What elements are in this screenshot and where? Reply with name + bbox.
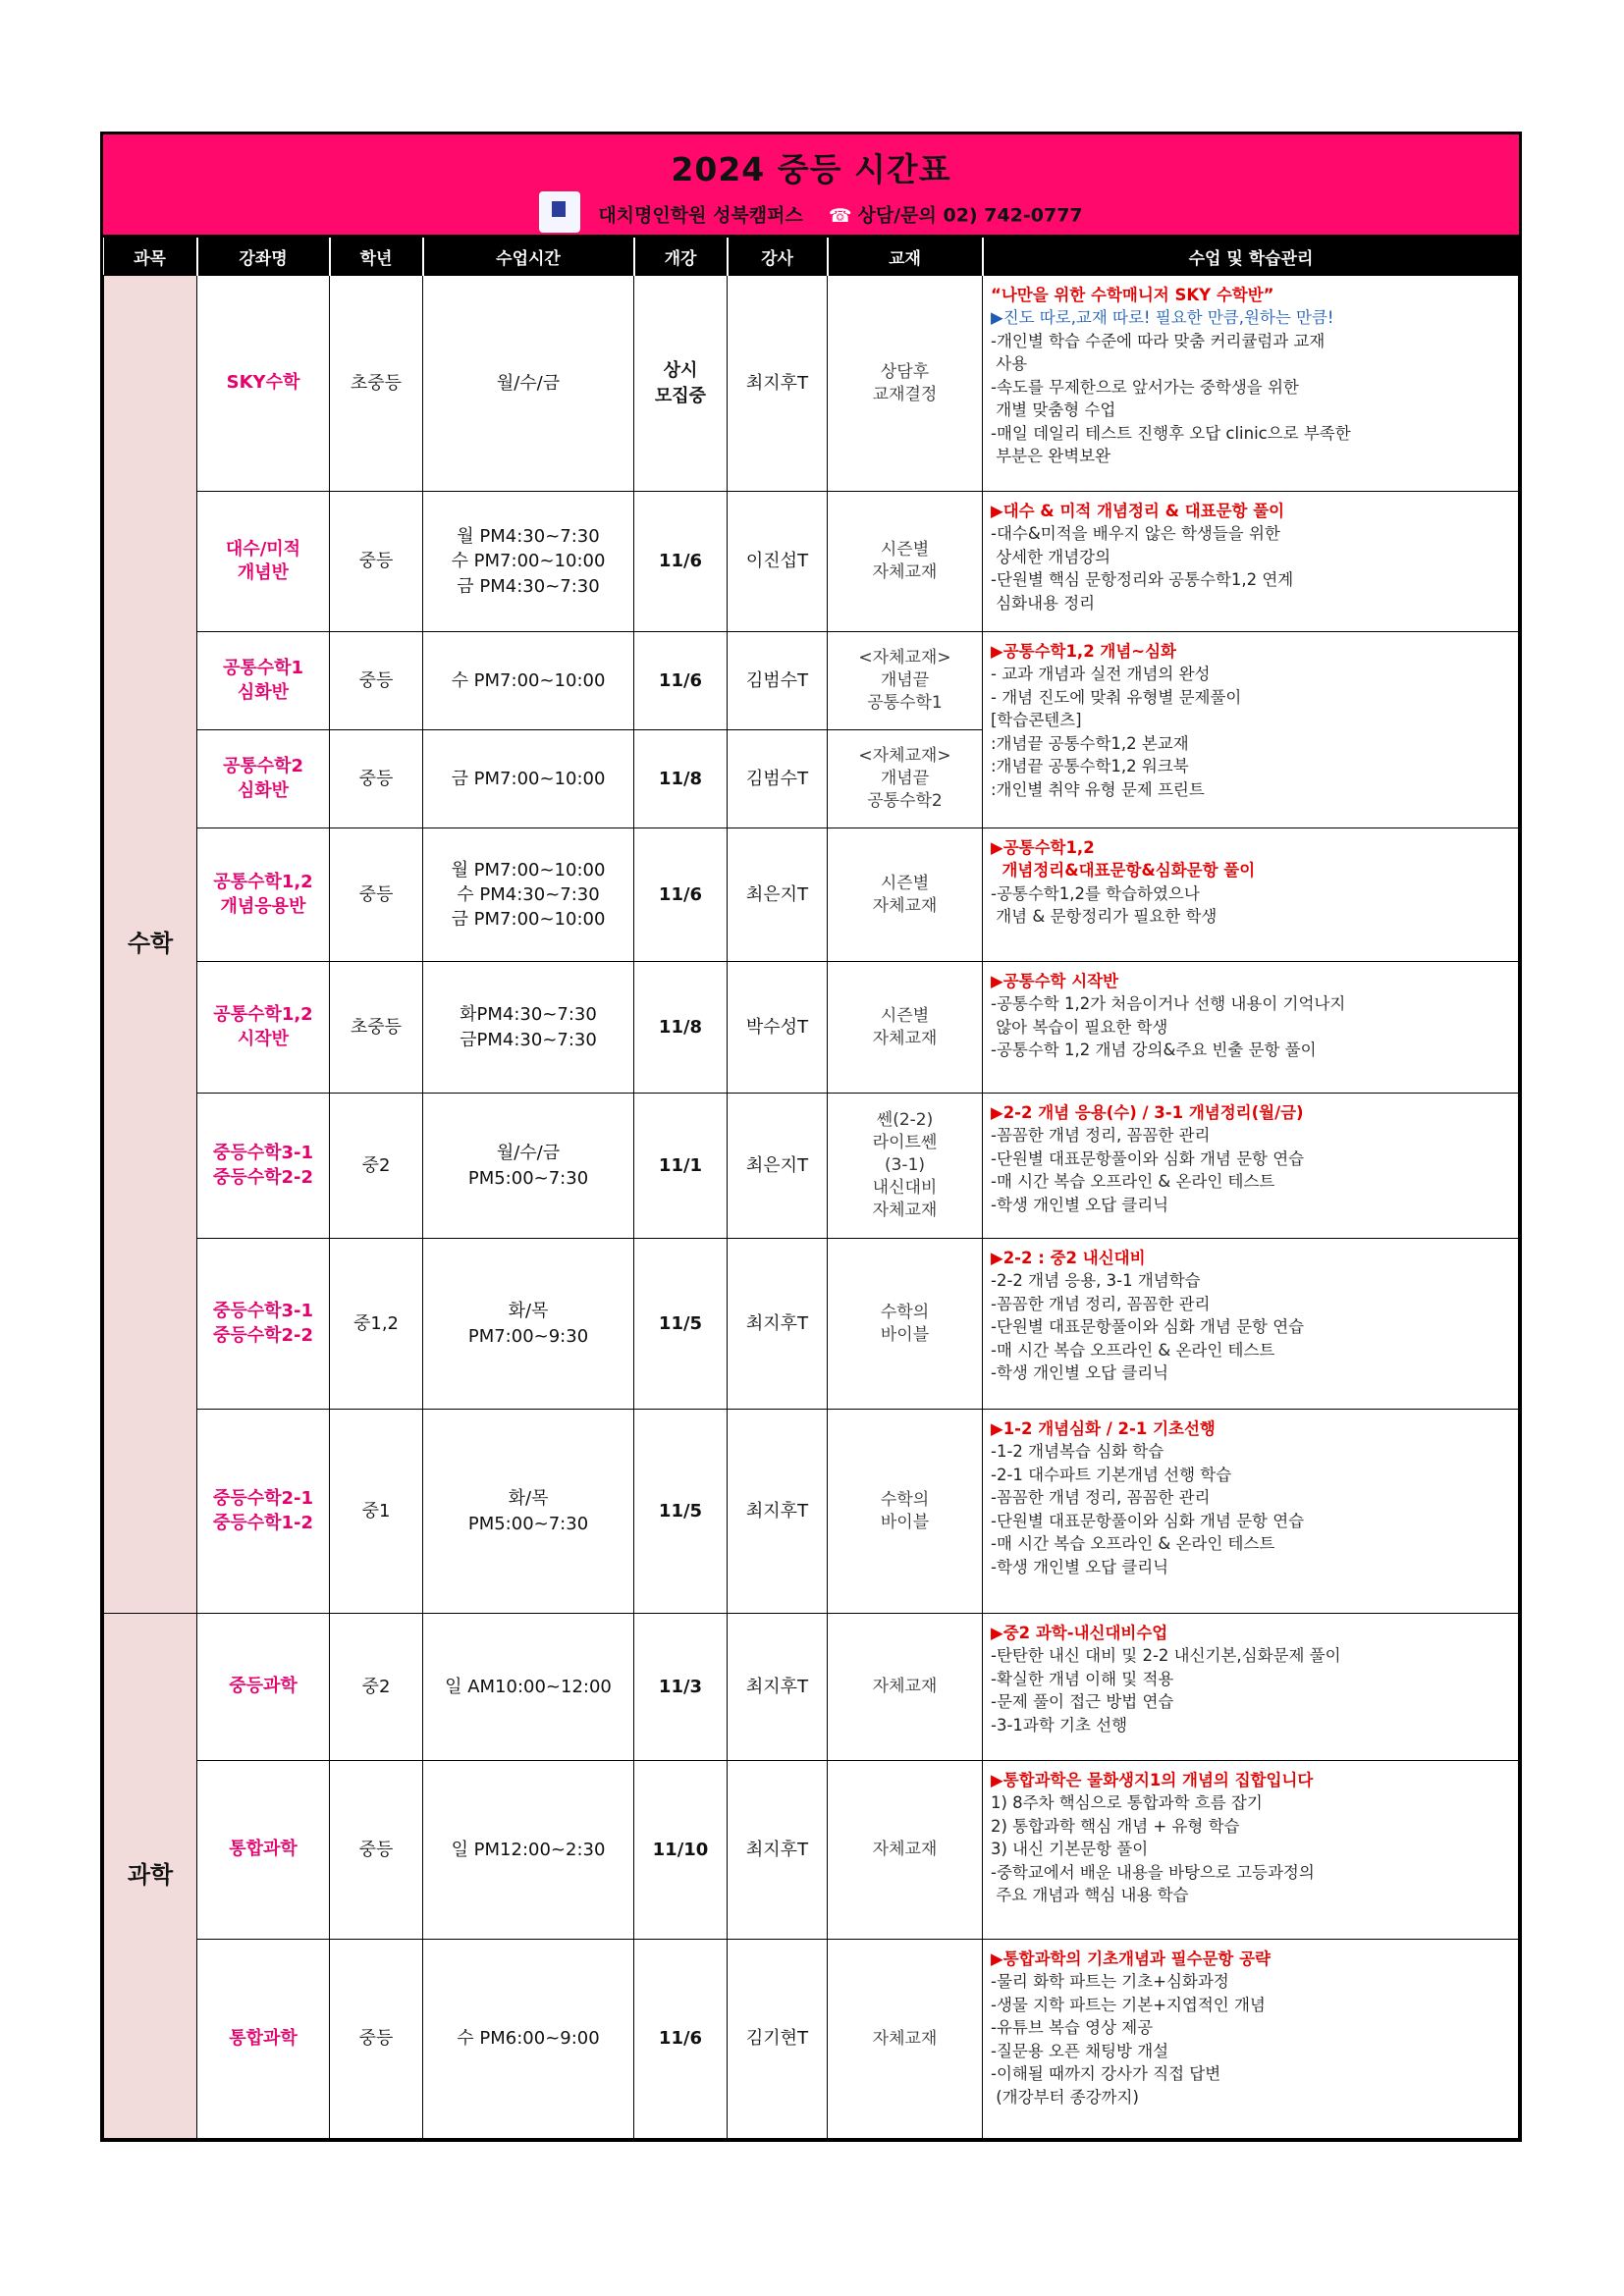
description-line: -1-2 개념복습 심화 학습 (991, 1442, 1164, 1462)
course-name-line: 통합과학 (229, 2027, 298, 2049)
col-header-description: 수업 및 학습관리 (983, 238, 1519, 276)
description-line: 개념 & 문항정리가 필요한 학생 (991, 907, 1218, 927)
subject-cell: 과학 (104, 1614, 197, 2139)
description-line: ▶통합과학의 기초개념과 필수문항 공략 (991, 1949, 1271, 1968)
phone-icon: ☎ (828, 204, 852, 227)
textbook-line: 자체교재 (872, 1677, 938, 1697)
description-line: 주요 개념과 핵심 내용 학습 (991, 1886, 1189, 1905)
textbook-line: (3-1) (884, 1155, 926, 1176)
description-line: 개념정리&대표문항&심화문항 풀이 (991, 861, 1256, 881)
class-time-line: 수 PM7:00~10:00 (451, 669, 606, 691)
class-time (423, 632, 634, 730)
description-line: 개별 맞춤형 수업 (991, 400, 1116, 420)
grade-level (330, 1094, 423, 1239)
description-line: ▶통합과학은 물화생지1의 개념의 집합입니다 (991, 1771, 1314, 1789)
start-date-line: 11/6 (658, 2028, 703, 2050)
description-line: -꼼꼼한 개념 정리, 꼼꼼한 관리 (991, 1126, 1211, 1146)
grade-level (330, 1239, 423, 1410)
course-name (197, 1761, 330, 1940)
course-name-line: 공통수학1,2 (213, 872, 313, 893)
description-line: -대수&미적을 배우지 않은 학생들을 위한 (991, 524, 1280, 544)
description-line: :개인별 취약 유형 문제 프린트 (991, 779, 1205, 799)
textbook (828, 1410, 983, 1614)
description-line: -확실한 개념 이해 및 적용 (991, 1669, 1174, 1688)
course-name-line: 중등수학3-1 (212, 1301, 314, 1322)
teacher-name: 이진섭T (728, 492, 828, 632)
description-line: ▶중2 과학-내신대비수업 (991, 1624, 1168, 1642)
description-line: -꼼꼼한 개념 정리, 꼼꼼한 관리 (991, 1488, 1211, 1508)
course-name-line: 통합과학 (229, 1839, 298, 1860)
class-time (423, 1940, 634, 2139)
textbook-line: 시즌별 (880, 1005, 930, 1026)
col-header-grade: 학년 (330, 238, 423, 276)
class-time-line: 수 PM7:00~10:00 (451, 551, 606, 572)
grade-level (330, 828, 423, 962)
course-description (983, 276, 1519, 492)
teacher-name: 김범수T (728, 632, 828, 730)
textbook-line: 자체교재 (872, 2028, 938, 2049)
course-description (983, 492, 1519, 632)
col-header-book: 교재 (828, 238, 983, 276)
course-description (983, 632, 1519, 828)
class-time-line: 월 PM7:00~10:00 (451, 859, 606, 881)
textbook-line: 자체교재 (872, 562, 938, 582)
class-time-line: 월 PM4:30~7:30 (457, 526, 600, 548)
textbook-line: 자체교재 (872, 1200, 938, 1220)
teacher-name: 최은지T (728, 828, 828, 962)
class-time-line: 일 AM10:00~12:00 (445, 1676, 612, 1697)
grade-level (330, 1761, 423, 1940)
description-line: 부분은 완벽보완 (991, 446, 1111, 465)
start-date (634, 632, 728, 730)
table-row (104, 1614, 1519, 1761)
textbook (828, 276, 983, 492)
grade-level-line: 중등 (358, 669, 394, 691)
course-name (197, 1410, 330, 1614)
start-date-line: 모집중 (654, 385, 707, 406)
textbook-line: <자체교재> (858, 746, 951, 767)
description-line: -공통수학1,2를 학습하였으나 (991, 883, 1200, 903)
teacher-name: 최은지T (728, 1094, 828, 1239)
course-name (197, 1239, 330, 1410)
class-time-line: 화PM4:30~7:30 (460, 1004, 597, 1026)
col-header-course: 강좌명 (197, 238, 330, 276)
course-name-line: 심화반 (237, 779, 290, 801)
grade-level-line: 중2 (361, 1676, 391, 1697)
course-name-line: 중등수학3-1 (212, 1143, 314, 1164)
textbook-line: 바이블 (880, 1512, 930, 1532)
textbook-line: 자체교재 (872, 1028, 938, 1048)
course-name-line: 개념응용반 (220, 895, 306, 917)
grade-level-line: 중등 (358, 2028, 394, 2050)
col-header-teacher: 강사 (728, 238, 828, 276)
grade-level (330, 1940, 423, 2139)
table-row (104, 276, 1519, 492)
col-header-subject: 과목 (104, 238, 197, 276)
description-line: -꼼꼼한 개념 정리, 꼼꼼한 관리 (991, 1294, 1211, 1313)
description-line: 사용 (991, 354, 1028, 374)
description-line: :개념끝 공통수학1,2 본교재 (991, 733, 1189, 753)
class-time (423, 1410, 634, 1614)
course-name-line: 중등수학2-2 (212, 1324, 314, 1346)
class-time (423, 962, 634, 1094)
grade-level (330, 730, 423, 828)
description-line: -단원별 핵심 문항정리와 공통수학1,2 연계 (991, 570, 1294, 590)
table-row (104, 1761, 1519, 1940)
course-description (983, 1614, 1519, 1761)
course-name (197, 492, 330, 632)
class-time-line: 화/목 (508, 1488, 549, 1510)
textbook-line: 개념끝 (880, 769, 930, 789)
start-date-line: 11/8 (658, 768, 703, 789)
description-line: -개인별 학습 수준에 따라 맞춤 커리큘럼과 교재 (991, 331, 1326, 350)
description-line: -탄탄한 내신 대비 및 2-2 내신기본,심화문제 풀이 (991, 1646, 1341, 1666)
teacher-name: 최지후T (728, 1761, 828, 1940)
course-description (983, 1940, 1519, 2139)
course-name-line: 대수/미적 (225, 538, 301, 560)
class-time (423, 276, 634, 492)
textbook (828, 828, 983, 962)
start-date (634, 1614, 728, 1761)
class-time-line: 금 PM4:30~7:30 (457, 575, 600, 597)
textbook (828, 492, 983, 632)
course-name (197, 1614, 330, 1761)
description-line: -이해될 때까지 강사가 직접 답변 (991, 2064, 1221, 2084)
description-line: -물리 화학 파트는 기초+심화과정 (991, 1972, 1229, 1992)
grade-level-line: 초중등 (350, 372, 403, 394)
class-time (423, 1614, 634, 1761)
description-line: -학생 개인별 오답 클리닉 (991, 1363, 1169, 1383)
textbook-line: 시즌별 (880, 873, 930, 893)
class-time-line: 화/목 (508, 1301, 549, 1322)
course-name-line: SKY수학 (226, 372, 300, 394)
start-date (634, 730, 728, 828)
start-date (634, 828, 728, 962)
class-time (423, 492, 634, 632)
textbook-line: 자체교재 (872, 895, 938, 916)
grade-level (330, 492, 423, 632)
start-date (634, 1761, 728, 1940)
start-date-line: 11/6 (658, 883, 703, 905)
course-name (197, 962, 330, 1094)
textbook-line: 시즌별 (880, 540, 930, 561)
start-date-line: 11/8 (658, 1016, 703, 1038)
teacher-name: 김범수T (728, 730, 828, 828)
description-line: -생물 지학 파트는 기본+지엽적인 개념 (991, 1995, 1266, 2014)
contact-line (103, 195, 1519, 237)
course-name-line: 시작반 (237, 1028, 290, 1049)
schedule-body (104, 276, 1519, 2139)
course-name-line: 공통수학2 (222, 756, 304, 777)
class-time-line: PM5:00~7:30 (467, 1167, 589, 1189)
course-name (197, 828, 330, 962)
textbook-line: 공통수학2 (867, 790, 943, 811)
table-row (104, 828, 1519, 962)
course-name-line: 공통수학1,2 (213, 1004, 313, 1026)
description-line: 1) 8주차 핵심으로 통합과학 흐름 잡기 (991, 1793, 1263, 1813)
schedule-table (103, 238, 1519, 2139)
start-date-line: 11/10 (652, 1839, 709, 1860)
start-date (634, 1094, 728, 1239)
table-row (104, 1094, 1519, 1239)
teacher-name: 최지후T (728, 1239, 828, 1410)
description-line: -단원별 대표문항풀이와 심화 개념 문항 연습 (991, 1511, 1305, 1530)
start-date (634, 1940, 728, 2139)
course-name-line: 심화반 (237, 681, 290, 703)
grade-level-line: 중등 (358, 768, 394, 789)
table-row (104, 1239, 1519, 1410)
description-line: -2-2 개념 응용, 3-1 개념학습 (991, 1271, 1201, 1291)
course-description (983, 828, 1519, 962)
table-row (104, 1410, 1519, 1614)
start-date-line: 11/6 (658, 551, 703, 572)
course-name (197, 1094, 330, 1239)
course-name-line: 공통수학1 (222, 658, 304, 679)
teacher-name: 김기현T (728, 1940, 828, 2139)
grade-level-line: 초중등 (350, 1016, 403, 1038)
start-date (634, 1239, 728, 1410)
table-row (104, 962, 1519, 1094)
course-name-line: 중등과학 (229, 1676, 298, 1697)
textbook-line: 바이블 (880, 1324, 930, 1345)
grade-level (330, 276, 423, 492)
grade-level-line: 중1,2 (352, 1312, 399, 1334)
grade-level-line: 중2 (361, 1154, 391, 1176)
description-line: -매 시간 복습 오프라인 & 온라인 테스트 (991, 1340, 1275, 1360)
textbook (828, 1094, 983, 1239)
start-date (634, 276, 728, 492)
description-line: ▶1-2 개념심화 / 2-1 기초선행 (991, 1419, 1216, 1438)
course-name-line: 중등수학1-2 (212, 1512, 314, 1533)
start-date (634, 1410, 728, 1614)
description-line: 3) 내신 기본문항 풀이 (991, 1840, 1149, 1859)
course-name (197, 632, 330, 730)
textbook (828, 1239, 983, 1410)
timetable-sheet (100, 132, 1522, 2142)
textbook-line: 교재결정 (872, 384, 938, 404)
grade-level-line: 중등 (358, 551, 394, 572)
description-line: -3-1과학 기초 선행 (991, 1715, 1128, 1735)
page-title: 2024 중등 시간표 (671, 150, 951, 188)
col-header-time: 수업시간 (423, 238, 634, 276)
teacher-name: 최지후T (728, 1410, 828, 1614)
textbook (828, 1614, 983, 1761)
contact-phone: 상담/문의 02) 742-0777 (857, 204, 1083, 227)
textbook-line: 상담후 (880, 361, 930, 382)
grade-level (330, 1410, 423, 1614)
textbook-line: 수학의 (880, 1302, 930, 1322)
textbook-line: 개념끝 (880, 670, 930, 691)
description-line: 상세한 개념강의 (991, 547, 1111, 566)
class-time-line: 금PM4:30~7:30 (460, 1029, 597, 1050)
description-line: 2) 통합과학 핵심 개념 + 유형 학습 (991, 1816, 1240, 1836)
course-description (983, 1410, 1519, 1614)
description-line: -공통수학 1,2가 처음이거나 선행 내용이 기억나지 (991, 994, 1346, 1014)
col-header-open: 개강 (634, 238, 728, 276)
description-line: ▶공통수학1,2 (991, 838, 1095, 857)
description-line: -학생 개인별 오답 클리닉 (991, 1557, 1169, 1576)
description-line: ▶공통수학1,2 개념~심화 (991, 642, 1177, 661)
class-time (423, 730, 634, 828)
description-line: -질문용 오픈 채팅방 개설 (991, 2041, 1169, 2060)
description-line: ▶진도 따로,교재 따로! 필요한 만큼,원하는 만큼! (991, 308, 1334, 328)
course-description (983, 1761, 1519, 1940)
textbook (828, 962, 983, 1094)
textbook-line: 라이트쎈 (872, 1133, 938, 1153)
class-time-line: 수 PM6:00~9:00 (457, 2028, 600, 2050)
description-line: -문제 풀이 접근 방법 연습 (991, 1692, 1174, 1712)
textbook-line: 공통수학1 (867, 692, 943, 713)
start-date-line: 11/3 (658, 1676, 703, 1697)
course-name (197, 1940, 330, 2139)
description-line: -2-1 대수파트 기본개념 선행 학습 (991, 1465, 1232, 1484)
start-date-line: 11/5 (658, 1312, 703, 1334)
description-line: 않아 복습이 필요한 학생 (991, 1017, 1168, 1037)
description-line: -공통수학 1,2 개념 강의&주요 빈출 문항 풀이 (991, 1041, 1317, 1060)
start-date-line: 11/6 (658, 669, 703, 691)
textbook-line: 내신대비 (872, 1177, 938, 1198)
course-name-line: 개념반 (237, 562, 290, 583)
description-line: -학생 개인별 오답 클리닉 (991, 1195, 1169, 1214)
class-time-line: 금 PM7:00~10:00 (451, 768, 606, 789)
academy-name: 대치명인학원 성북캠퍼스 (598, 204, 803, 227)
description-line: -중학교에서 배운 내용을 바탕으로 고등과정의 (991, 1862, 1315, 1882)
teacher-name: 박수성T (728, 962, 828, 1094)
table-row (104, 492, 1519, 632)
class-time (423, 828, 634, 962)
class-time-line: PM7:00~9:30 (467, 1325, 589, 1347)
description-line: -매 시간 복습 오프라인 & 온라인 테스트 (991, 1172, 1275, 1192)
start-date-line: 상시 (663, 360, 698, 382)
grade-level (330, 1614, 423, 1761)
description-line: -매 시간 복습 오프라인 & 온라인 테스트 (991, 1534, 1275, 1554)
class-time-line: PM5:00~7:30 (467, 1513, 589, 1534)
start-date-line: 11/1 (658, 1154, 703, 1176)
header-row (104, 238, 1519, 276)
textbook-line: 쎈(2-2) (876, 1110, 934, 1131)
start-date (634, 962, 728, 1094)
start-date-line: 11/5 (658, 1500, 703, 1522)
grade-level-line: 중등 (358, 883, 394, 905)
description-line: ▶대수 & 미적 개념정리 & 대표문항 풀이 (991, 502, 1285, 520)
course-description (983, 1239, 1519, 1410)
course-description (983, 962, 1519, 1094)
textbook-line: 자체교재 (872, 1840, 938, 1860)
description-line: -유튜브 복습 영상 제공 (991, 2018, 1154, 2038)
textbook-line: 수학의 (880, 1489, 930, 1510)
table-row (104, 1940, 1519, 2139)
description-line: -단원별 대표문항풀이와 심화 개념 문항 연습 (991, 1317, 1305, 1337)
description-line: -매일 데일리 테스트 진행후 오답 clinic으로 부족한 (991, 423, 1351, 443)
class-time-line: 월/수/금 (496, 1143, 561, 1164)
class-time (423, 1239, 634, 1410)
class-time (423, 1094, 634, 1239)
description-line: -단원별 대표문항풀이와 심화 개념 문항 연습 (991, 1148, 1305, 1168)
grade-level-line: 중1 (361, 1500, 391, 1522)
title-banner (103, 134, 1519, 238)
teacher-name: 최지후T (728, 1614, 828, 1761)
description-line: 심화내용 정리 (991, 593, 1096, 613)
textbook (828, 1761, 983, 1940)
course-name (197, 730, 330, 828)
course-name-line: 중등수학2-1 (212, 1488, 314, 1510)
class-time-line: 금 PM7:00~10:00 (451, 909, 606, 931)
class-time-line: 월/수/금 (496, 372, 561, 394)
course-name (197, 276, 330, 492)
start-date (634, 492, 728, 632)
textbook-line: <자체교재> (858, 648, 951, 668)
description-line: - 교과 개념과 실전 개념의 완성 (991, 665, 1211, 684)
course-description (983, 1094, 1519, 1239)
description-line: [학습콘텐츠] (991, 711, 1082, 730)
table-row (104, 632, 1519, 730)
textbook (828, 1940, 983, 2139)
class-time-line: 일 PM12:00~2:30 (451, 1839, 606, 1860)
teacher-name: 최지후T (728, 276, 828, 492)
description-line: -속도를 무제한으로 앞서가는 중학생을 위한 (991, 377, 1299, 397)
class-time-line: 수 PM4:30~7:30 (457, 883, 600, 905)
course-name-line: 중등수학2-2 (212, 1166, 314, 1188)
description-line: ▶2-2 개념 응용(수) / 3-1 개념정리(월/금) (991, 1103, 1304, 1122)
academy-logo-icon (539, 191, 580, 233)
description-line: (개강부터 종강까지) (991, 2087, 1139, 2107)
textbook (828, 632, 983, 730)
grade-level (330, 632, 423, 730)
class-time (423, 1761, 634, 1940)
description-line: - 개념 진도에 맞춰 유형별 문제풀이 (991, 687, 1242, 707)
grade-level-line: 중등 (358, 1839, 394, 1860)
grade-level (330, 962, 423, 1094)
textbook (828, 730, 983, 828)
description-line: ▶공통수학 시작반 (991, 972, 1119, 990)
description-line: :개념끝 공통수학1,2 워크북 (991, 757, 1189, 776)
description-line: ▶2-2 : 중2 내신대비 (991, 1249, 1146, 1267)
description-line: “나만을 위한 수학매니저 SKY 수학반” (991, 286, 1274, 304)
subject-cell: 수학 (104, 276, 197, 1614)
